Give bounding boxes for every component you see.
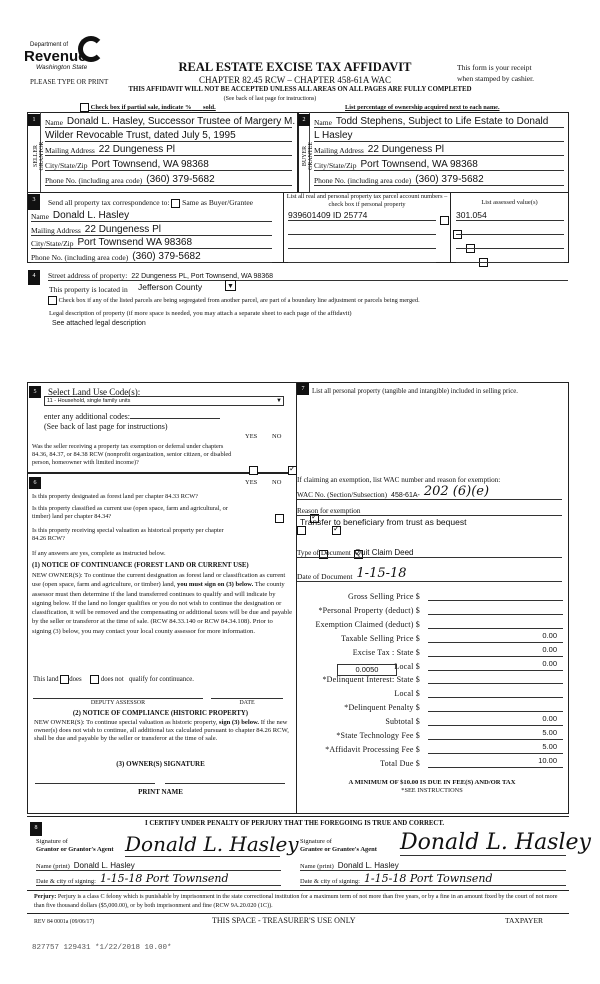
seller-city-label: City/State/Zip [45,161,88,170]
grantor-sig-label-1: Signature of [36,838,68,845]
assessed-value-field[interactable] [456,236,564,249]
grantor-name-field[interactable]: Donald L. Hasley [73,861,135,870]
correspondence-text: Send all property tax correspondence to: [48,198,170,207]
buyer-city-field[interactable]: Port Townsend, WA 98368 [360,159,478,170]
does-not-checkbox[interactable] [90,675,99,684]
yes-header-6: YES [245,479,258,486]
grantee-sig-label-2: Grantee or Grantee's Agent [300,846,377,853]
wac-handwritten[interactable]: 202 (6)(e) [423,484,490,499]
grantor-date-label: Date & city of signing: [36,878,96,885]
notice2-text [34,719,289,742]
buyer-name-field[interactable]: Todd Stephens, Subject to Life Estate to Donald [335,116,549,127]
partial-sale-checkbox[interactable] [80,103,89,112]
grantee-date-field[interactable]: 1-15-18 Port Townsend [363,872,493,885]
correspondence-label [48,198,253,208]
print-name-label: PRINT NAME [138,788,183,796]
segregated-row [48,296,420,305]
buyer-mailing-field[interactable]: 22 Dungeness Pl [367,144,444,155]
notice1-text [32,571,292,636]
land-use-see-back: (See back of last page for instructions) [44,422,168,431]
receipt-note-1: This form is your receipt [457,63,532,72]
tax-row-label: Taxable Selling Price $ [341,633,420,643]
buyer-city-label: City/State/Zip [314,161,357,170]
assessed-header: List assessed value(s) [481,199,538,206]
grantee-name-field[interactable]: Donald L. Hasley [337,861,399,870]
exemption-intro: If claiming an exemption, list WAC number and reason for exemption: [297,476,501,484]
land-use-select[interactable] [44,396,284,406]
assessed-value-field[interactable] [456,208,564,221]
tax-row-label: Excise Tax : State $ [352,647,420,657]
tax-row-value[interactable]: 0.00 [428,631,563,643]
notice2-bold: sign (3) below. [218,719,260,726]
buyer-name-label: Name [314,118,332,127]
tax-row [300,588,565,601]
tax-row [300,644,565,657]
parcel-number-field[interactable] [288,250,436,263]
personal-property-checkbox[interactable] [440,216,449,225]
if-yes-note: If any answers are yes, complete as instructed below. [32,550,166,557]
notice1-text-b: The county assessor must then determine if the land transferred continues to qualify and will indicate by signing below. If the land no longer qualifies or you do not wish to continue the designation or classification, it will be removed and the compensating or additional taxes will be due and payable by the seller or transferor at the time of sale. (RCW 84.33.140 or RCW 84.34.108). Prior to signing (3) below, you may contact your local county assessor for more information. [32,581,293,635]
logo-line1: Department of [30,42,69,48]
current-use-yes-checkbox[interactable] [297,526,306,535]
grantor-date-field[interactable]: 1-15-18 Port Townsend [99,872,229,885]
tax-row-label: *Affidavit Processing Fee $ [325,744,420,754]
corr-mailing-label: Mailing Address [31,226,81,235]
notice2-title: (2) NOTICE OF COMPLIANCE (HISTORIC PROPERTY) [72,710,249,717]
percentage-note: List percentage of ownership acquired next to each name. [345,104,500,111]
form-title: REAL ESTATE EXCISE TAX AFFIDAVIT [178,60,412,74]
owner-sig-line-2[interactable] [165,783,285,784]
tax-row-label: *State Technology Fee $ [336,731,420,740]
tax-row [300,699,565,712]
qualify-label: qualify for continuance. [128,676,194,684]
yes-header: YES [245,433,258,440]
tax-row-value[interactable] [428,603,563,615]
land-use-label: Select Land Use Code(s): [48,387,141,397]
does-label: does [69,676,82,684]
seller-side-label: SELLER GRANTOR [33,141,45,171]
perjury-bold: Perjury: [34,894,57,900]
tax-row-value[interactable]: 10.00 [428,756,563,768]
tax-row-label: Local $ [394,689,420,699]
current-use-question: Is this property classified as current use (open space, farm and agricultural, or timber) land per chapter 84.34? [32,505,228,520]
exemption-question: Was the seller receiving a property tax exemption or deferral under chapters 84.36, 84.37, or 84.38 RCW (nonprofit organization, senior citizen, or disabled person, homeowner with limited income)? [32,443,232,466]
tax-row-value[interactable]: 0.00 [428,659,563,671]
tax-row-value[interactable] [428,589,563,601]
corr-city-field[interactable]: Port Townsend WA 98368 [77,237,193,248]
same-as-buyer-checkbox[interactable] [171,199,180,208]
buyer-phone-field[interactable]: (360) 379-5682 [415,174,484,185]
parcel-header: List all real and personal property tax parcel account numbers – check box if personal property [286,193,448,208]
seller-name-field[interactable]: Donald L. Hasley, Successor Trustee of Margery M. [66,116,296,127]
parcel-number-field[interactable] [288,208,436,221]
treasurer-stamp: 827757 129431 *1/22/2018 10.00* [32,944,172,952]
legal-description[interactable]: See attached legal description [52,320,146,327]
notice1-bold: you must sign on (3) below. [177,581,254,589]
tax-row-value[interactable] [428,617,563,629]
segregated-label: Check box if any of the listed parcels are being segregated from another parcel, are part of a boundary line adjustment or parcels being merged. [58,296,420,304]
segregated-checkbox[interactable] [48,296,57,305]
grantor-sig-label-2: Grantor or Grantor's Agent [36,846,114,853]
seller-phone-field[interactable]: (360) 379-5682 [146,174,215,185]
partial-sale [80,103,216,112]
dropdown-icon[interactable]: ▼ [276,398,282,404]
partial-sale-label: Check box if partial sale, indicate % [90,103,192,111]
notice2-text-a: NEW OWNER(S): To continue special valuation as historic property, [34,719,218,726]
continuance-row [33,675,194,684]
date-label: DATE [239,700,255,706]
deputy-sig-line[interactable] [33,698,203,699]
additional-codes-field[interactable] [130,418,220,419]
tax-row-label: Gross Selling Price $ [348,592,420,601]
wac-typed[interactable]: 458-61A- [391,492,420,499]
section-3-number: 3 [28,194,40,210]
tax-row [300,727,565,740]
parcel-number-field[interactable] [288,222,436,235]
county-select[interactable]: Jefferson County [138,282,203,292]
reason-label: Reason for exemption [297,507,361,515]
grantor-signature[interactable]: Donald L. Hasley [125,832,299,856]
grantee-sig-label-1: Signature of [300,838,332,845]
doc-date-label: Date of Document [297,572,353,581]
additional-codes-label: enter any additional codes: [44,412,130,421]
deputy-label: DEPUTY ASSESSOR [90,700,146,706]
local-rate-field[interactable]: 0.0050 [337,664,397,676]
tax-row-value[interactable] [428,686,563,698]
tax-row-value[interactable]: 0.00 [428,714,563,726]
see-back: (See back of last page for instructions) [223,96,317,102]
assessed-value[interactable]: 301.054 [456,210,487,220]
deputy-date-line[interactable] [211,698,283,699]
dor-logo [22,36,112,76]
tax-row [300,741,565,754]
parcel-number-field[interactable] [288,236,436,249]
divider [296,382,297,814]
forest-yes-checkbox[interactable] [275,514,284,523]
section-7-number: 7 [297,383,309,395]
logo-line2: Revenue [24,48,87,65]
perjury-text: Perjury is a class C felony which is punishable by imprisonment in the state correctional institution for a maximum term of not more than five years, or by a fine in an amount fixed by the court of not more than five thousand dollars ($5,000.00), or by both imprisonment and fine (RCW 9A.20.020 (1C)). [34,894,558,909]
seller-mailing-label: Mailing Address [45,146,95,155]
owner-sig-line[interactable] [35,783,155,784]
section-2-number: 2 [298,114,310,126]
forest-question: Is this property designated as forest land per chapter 84.33 RCW? [32,493,198,500]
rev-number: REV 84 0001a (09/06/17) [34,919,95,925]
divider [27,913,569,914]
legal-label: Legal description of property (if more space is needed, you may attach a separate sheet to each page of the affidavit) [49,310,352,317]
assessed-value-field[interactable] [456,250,564,263]
wac-label: WAC No. (Section/Subsection) [297,491,388,499]
taxpayer-label: TAXPAYER [505,916,544,925]
located-label: This property is located in [49,285,128,294]
tax-row-value[interactable]: 5.00 [428,728,563,740]
tax-row [300,602,565,615]
does-checkbox[interactable] [60,675,69,684]
additional-codes [44,412,220,421]
tax-row-value[interactable] [428,700,563,712]
doc-type-label: Type of Document [297,549,351,557]
seller-phone-label: Phone No. (including area code) [45,176,143,185]
certify-statement: I CERTIFY UNDER PENALTY OF PERJURY THAT THE FOREGOING IS TRUE AND CORRECT. [145,820,445,827]
tax-row-value[interactable] [428,672,563,684]
corr-city-label: City/State/Zip [31,239,74,248]
grantor-name-label: Name (print) [36,863,70,870]
buyer-phone-label: Phone No. (including area code) [314,176,412,185]
tax-row-label: *Personal Property (deduct) $ [318,605,420,615]
section-1-number: 1 [28,114,40,126]
tax-row-value[interactable]: 5.00 [428,742,563,754]
corr-name-label: Name [31,212,49,221]
tax-row [300,755,565,768]
corr-phone-label: Phone No. (including area code) [31,253,129,262]
see-instructions: *SEE INSTRUCTIONS [401,787,463,794]
street-field[interactable]: 22 Dungeness PL, Port Townsend, WA 98368 [131,273,274,280]
divider [283,192,284,263]
doc-type-field[interactable]: Quit Claim Deed [354,548,414,557]
tax-row-label: Exemption Claimed (deduct) $ [315,619,420,629]
buyer-side-label: BUYER GRANTEE [302,142,314,170]
seller-name-label: Name [45,118,63,127]
section-5-number: 5 [29,386,41,398]
logo-line3: Washington State [36,64,88,71]
no-header-6: NO [272,479,282,486]
buyer-mailing-label: Mailing Address [314,146,364,155]
divider [27,816,569,817]
tax-row [300,713,565,726]
notice1-title: (1) NOTICE OF CONTINUANCE (FOREST LAND OR CURRENT USE) [32,562,249,569]
tax-row [300,616,565,629]
seller-mailing-field[interactable]: 22 Dungeness Pl [98,144,175,155]
receipt-note-2: when stamped by cashier. [457,74,535,83]
doc-date-field[interactable]: 1-15-18 [356,566,407,581]
personal-property-label: List all personal property (tangible and intangible) included in selling price. [312,388,518,395]
tax-row-value[interactable]: 0.00 [428,645,563,657]
tax-row-label: *Delinquent Interest: State $ [322,675,420,685]
grantee-name-label: Name (print) [300,863,334,870]
notice2-text-b: If the new owner(s) does not wish to continue, all additional tax calculated pursuant to chapter 84.26 RCW, shall be due and payable by the seller or transferor at the time of sale. [34,719,289,742]
seller-city-field[interactable]: Port Townsend, WA 98368 [91,159,209,170]
grantee-signature[interactable]: Donald L. Hasley [400,830,591,855]
seller-name-line2[interactable]: Wilder Revocable Trust, dated July 5, 1995 [45,130,236,141]
land-use-code: 11 - Household, single family units [47,398,131,404]
exemption-no-checkbox[interactable] [288,466,297,475]
street-label: Street address of property: [48,271,128,280]
tax-row-label: Total Due $ [380,758,420,768]
corr-name-field[interactable]: Donald L. Hasley [52,210,130,221]
same-as-buyer-label: Same as Buyer/Grantee [182,198,253,207]
owner-signature-label: (3) OWNER(S) SIGNATURE [116,760,205,768]
exemption-yes-checkbox[interactable] [249,466,258,475]
section-6-number: 6 [29,477,41,489]
warning: THIS AFFIDAVIT WILL NOT BE ACCEPTED UNLESS ALL AREAS ON ALL PAGES ARE FULLY COMPLETED [128,86,472,93]
historic-question: Is this property receiving special valuation as historical property per chapter 84.26 RCW? [32,527,224,542]
current-use-no-checkbox[interactable] [332,526,341,535]
buyer-name-line2[interactable]: L Hasley [314,130,353,141]
parcel-number[interactable]: 939601409 ID 25774 [288,210,368,220]
reason-field[interactable]: Transfer to beneficiary from trust as bequest [300,517,467,527]
form-chapter: CHAPTER 82.45 RCW – CHAPTER 458-61A WAC [199,75,391,85]
county-dropdown-icon[interactable]: ▼ [225,280,236,291]
type-or-print: PLEASE TYPE OR PRINT [30,78,109,86]
tax-row-label: Subtotal $ [385,717,420,727]
corr-phone-field[interactable]: (360) 379-5682 [132,251,201,262]
section-8-number: 8 [30,822,42,836]
sold-label: sold. [202,103,216,111]
assessed-value-field[interactable] [456,222,564,235]
tax-row [300,630,565,643]
corr-mailing-field[interactable]: 22 Dungeness Pl [84,224,161,235]
notice1-text-a: NEW OWNER(S): To continue the current designation as forest land or classification as current use (open space, farm and agriculture, or timber) land, [32,572,286,589]
grantee-date-label: Date & city of signing: [300,878,360,885]
section-4-number: 4 [28,270,40,285]
tax-row [300,685,565,698]
tax-row-label: Local $ [394,661,420,671]
does-not-label: does not [100,676,124,684]
divider [27,890,569,891]
treasurer-use: THIS SPACE - TREASURER'S USE ONLY [212,916,356,925]
no-header: NO [272,433,282,440]
perjury-notice [34,893,569,910]
tax-row-label: *Delinquent Penalty $ [344,703,420,713]
minimum-note: A MINIMUM OF $10.00 IS DUE IN FEE(S) AND/OR TAX [348,779,516,786]
this-land-label: This land [33,676,59,684]
divider [450,192,451,263]
